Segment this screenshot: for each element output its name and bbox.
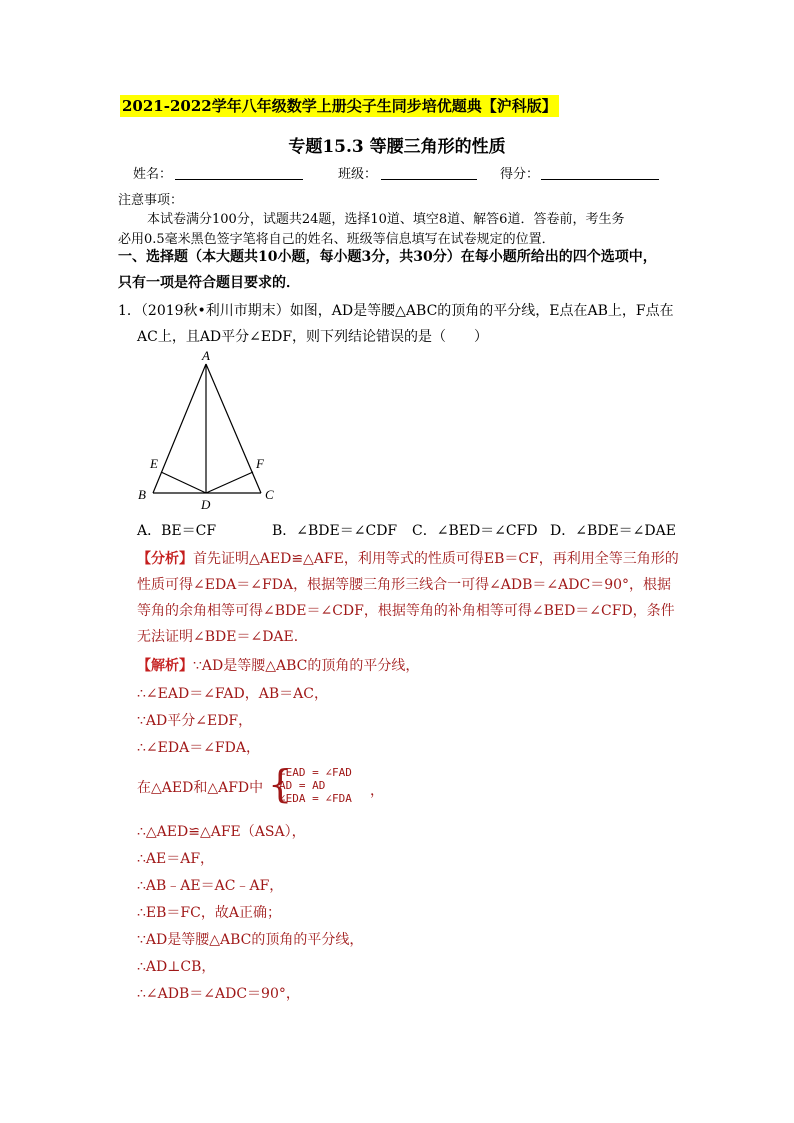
solution-step: ∴△AED≌△AFE（ASA）， (137, 824, 306, 840)
score-label: 得分： (500, 167, 540, 182)
score-field[interactable] (541, 179, 659, 180)
class-field[interactable] (381, 179, 477, 180)
section-heading-line-1: 一、选择题（本大题共10小题，每小题3分，共30分）在每小题所给出的四个选项中， (118, 249, 657, 265)
class-label: 班级： (338, 167, 378, 182)
solution-in-prefix: 在△AED和△AFD中 (137, 780, 264, 796)
segment-fd (206, 472, 253, 493)
option-a[interactable]: A．BE＝CF (137, 523, 217, 539)
solution-step: ∵AD平分∠EDF， (137, 713, 253, 729)
solution-step: ∴EB＝FC，故A正确； (137, 905, 281, 921)
question-source: （2019秋•利川市期末） (140, 303, 290, 319)
question-1-line-2: AC上，且AD平分∠EDF，则下列结论错误的是（ ） (137, 329, 489, 345)
equation-row: ∠EAD = ∠FAD (279, 766, 352, 779)
analysis-text-1: 首先证明△AED≌△AFE，利用等式的性质可得EB＝CF，再利用全等三角形的 (193, 551, 679, 567)
solution-step: ∵AD是等腰△ABC的顶角的平分线， (137, 932, 364, 948)
solution-step: ∴∠EAD＝∠FAD，AB＝AC， (137, 686, 328, 702)
solution-step: ∴AE＝AF， (137, 851, 215, 867)
solution-text-1: ∵AD是等腰△ABC的顶角的平分线， (193, 658, 420, 674)
label-e: E (150, 456, 158, 471)
analysis-tag: 【分析】 (137, 551, 193, 567)
label-b: B (138, 487, 146, 502)
name-field[interactable] (175, 179, 303, 180)
analysis-line-4: 无法证明∠BDE＝∠DAE． (137, 629, 308, 645)
notice-line-1: 本试卷满分100分，试题共24题，选择10道、填空8道、解答6道．答卷前，考生务 (147, 212, 625, 227)
segment-ab (153, 364, 206, 493)
series-banner: 2021-2022学年八年级数学上册尖子生同步培优题典【沪科版】 (122, 97, 557, 115)
analysis-line-3: 等角的余角相等可得∠BDE＝∠CDF，根据等角的补角相等可得∠BED＝∠CFD，条件 (137, 603, 675, 619)
system-brace: { (268, 762, 293, 806)
option-c[interactable]: C．∠BED＝∠CFD (412, 523, 538, 539)
question-number: 1． (118, 303, 141, 319)
analysis-line-1 (137, 548, 679, 568)
option-b[interactable]: B．∠BDE＝∠CDF (272, 523, 398, 539)
segment-ed (161, 472, 206, 493)
segment-ac (206, 364, 261, 493)
equation-row: ∠EDA = ∠FDA (279, 792, 352, 805)
equation-system (279, 766, 352, 805)
analysis-line-2: 性质可得∠EDA＝∠FDA，根据等腰三角形三线合一可得∠ADB＝∠ADC＝90°，根据 (137, 577, 672, 593)
notice-line-2: 必用0.5毫米黑色签字笔将自己的姓名、班级等信息填写在试卷规定的位置． (118, 232, 555, 247)
question-stem: 如图，AD是等腰△ABC的顶角的平分线，E点在AB上，F点在 (289, 303, 674, 319)
label-d: D (201, 497, 211, 512)
solution-step: ∴∠ADB＝∠ADC＝90°， (137, 986, 300, 1002)
notice-heading: 注意事项： (118, 193, 184, 208)
solution-line-1 (137, 655, 419, 675)
section-heading-line-2: 只有一项是符合题目要求的． (118, 275, 300, 291)
solution-step: ∴AB﹣AE＝AC﹣AF， (137, 878, 284, 894)
solution-step: ∴∠EDA＝∠FDA， (137, 740, 260, 756)
label-c: C (265, 487, 274, 502)
question-1-line-1 (118, 300, 674, 320)
solution-step: ∴AD⊥CB， (137, 959, 216, 975)
page-title: 专题15.3 等腰三角形的性质 (288, 137, 506, 157)
label-f: F (256, 456, 264, 471)
system-suffix: ， (370, 783, 384, 799)
triangle-figure (128, 342, 288, 516)
option-d[interactable]: D．∠BDE＝∠DAE (550, 523, 676, 539)
equation-row: AD = AD (279, 779, 326, 792)
label-a: A (202, 348, 210, 363)
name-label: 姓名： (133, 167, 173, 182)
solution-tag: 【解析】 (137, 658, 193, 674)
